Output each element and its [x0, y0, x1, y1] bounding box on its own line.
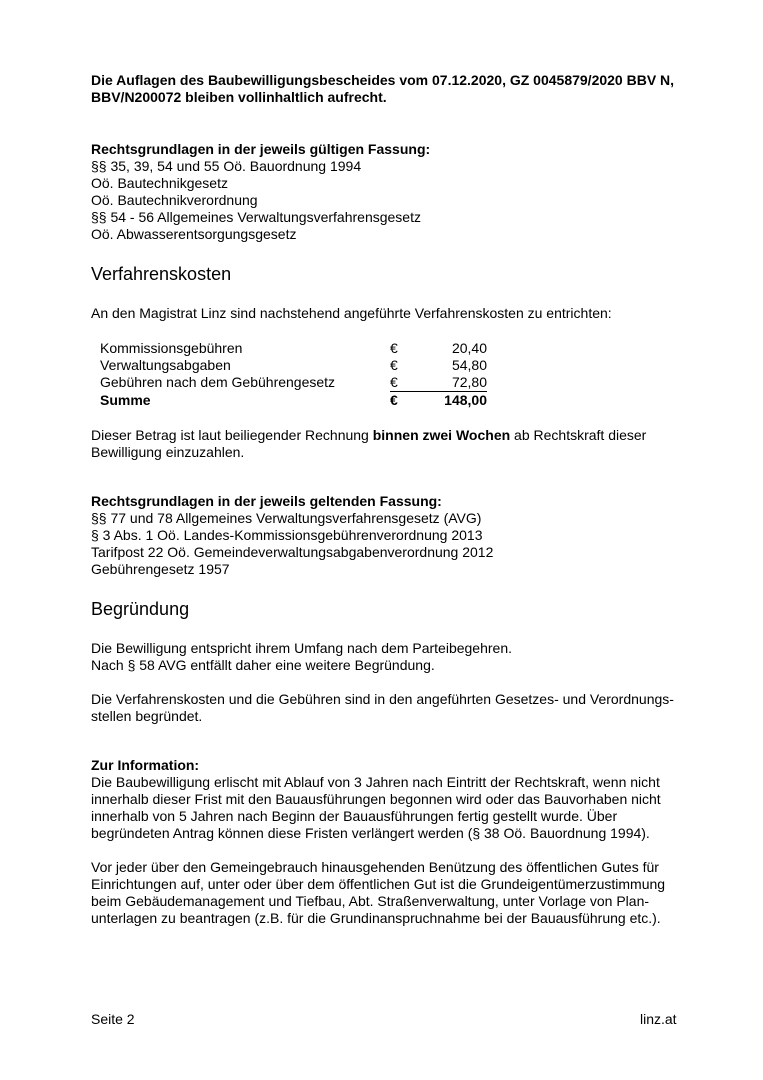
sum-label: Summe — [100, 391, 151, 408]
legal-basis-line: §§ 35, 39, 54 und 55 Oö. Bauordnung 1994 — [91, 158, 362, 174]
document-page — [91, 72, 691, 927]
fee-label: Verwaltungsabgaben — [100, 357, 231, 373]
legal-basis-line: § 3 Abs. 1 Oö. Landes-Kommissionsgebührenverordnung 2013 — [91, 527, 483, 543]
legal-basis-costs — [91, 493, 691, 578]
fee-currency: € — [390, 374, 398, 390]
section-title-costs: Verfahrenskosten — [91, 264, 232, 284]
fee-label: Kommissionsgebühren — [100, 340, 243, 356]
fees-row — [100, 340, 487, 357]
payment-note-start: Dieser Betrag ist laut beiliegender Rechnung — [91, 427, 373, 443]
section-title-reasoning: Begründung — [91, 599, 190, 619]
fee-currency: € — [390, 357, 398, 373]
reasoning-line: Nach § 58 AVG entfällt daher eine weitere Begründung. — [91, 657, 435, 673]
info-paragraph: Die Baubewilligung erlischt mit Ablauf von 3 Jahren nach Eintritt der Rechtskraft, wenn nicht innerhalb dieser Frist mit den Bauausführungen begonnen wird oder das Bauvorhaben nicht innerhalb von 5 Jahren nach Beginn der Bauausführungen fertig gestellt wurde. Über begründeten Antrag können diese Fristen verlängert werden (§ 38 Oö. Bauordnung 1994). — [91, 774, 661, 841]
info-paragraph: Vor jeder über den Gemeingebrauch hinausgehenden Benützung des öffentlichen Gutes für Einrichtungen auf, unter oder über dem öffentlichen Gut ist die Grundeigentümerzustimmung beim Gebäudemanagement und Tiefbau, Abt. Straßenverwaltung, unter Vorlage von Plan-unterlagen zu beantragen (z.B. für die Grundinanspruchnahme bei der Bauausführung etc.). — [91, 859, 666, 926]
fee-label: Gebühren nach dem Gebührengesetz — [100, 374, 336, 391]
reasoning-line: Die Bewilligung entspricht ihrem Umfang nach dem Parteibegehren. — [91, 640, 512, 656]
intro-statement: Die Auflagen des Baubewilligungsbescheides vom 07.12.2020, GZ 0045879/2020 BBV N, BBV/N200072 bleiben vollinhaltlich aufrecht. — [91, 72, 675, 105]
fee-amount: 72,80 — [451, 374, 487, 390]
payment-deadline: binnen zwei Wochen — [372, 427, 511, 443]
legal-basis-heading: Rechtsgrundlagen in der jeweils gültigen Fassung: — [91, 141, 431, 157]
info-heading: Zur Information: — [91, 757, 200, 773]
fees-row — [100, 357, 487, 374]
fee-amount: 54,80 — [451, 357, 487, 373]
legal-basis-line: Oö. Bautechnikgesetz — [91, 175, 228, 191]
fee-currency: € — [390, 340, 398, 356]
legal-basis-building — [91, 141, 691, 243]
legal-basis-line: Oö. Bautechnikverordnung — [91, 192, 258, 208]
fee-amount: 20,40 — [451, 340, 487, 356]
fees-row — [100, 374, 487, 392]
costs-intro: An den Magistrat Linz sind nachstehend angeführte Verfahrenskosten zu entrichten: — [91, 305, 612, 321]
reasoning-costs: Die Verfahrenskosten und die Gebühren sind in den angeführten Gesetzes- und Verordnungs-stellen begründet. — [91, 691, 674, 724]
footer-site: linz.at — [640, 1011, 677, 1027]
legal-basis-line: Gebührengesetz 1957 — [91, 561, 230, 577]
fees-table — [100, 340, 487, 409]
payment-note — [91, 427, 691, 461]
sum-currency: € — [390, 392, 428, 410]
sum-amount: 148,00 — [428, 392, 487, 410]
legal-basis-line: §§ 54 - 56 Allgemeines Verwaltungsverfahrensgesetz — [91, 209, 421, 225]
legal-basis-heading: Rechtsgrundlagen in der jeweils geltenden Fassung: — [91, 493, 442, 509]
fees-sum-row — [100, 392, 487, 410]
footer-page-number: Seite 2 — [91, 1011, 135, 1027]
legal-basis-line: §§ 77 und 78 Allgemeines Verwaltungsverfahrensgesetz (AVG) — [91, 510, 482, 526]
legal-basis-line: Tarifpost 22 Oö. Gemeindeverwaltungsabgabenverordnung 2012 — [91, 544, 494, 560]
legal-basis-line: Oö. Abwasserentsorgungsgesetz — [91, 226, 297, 242]
payment-note-end: ab Rechtskraft dieser Bewilligung einzuzahlen. — [91, 427, 647, 460]
